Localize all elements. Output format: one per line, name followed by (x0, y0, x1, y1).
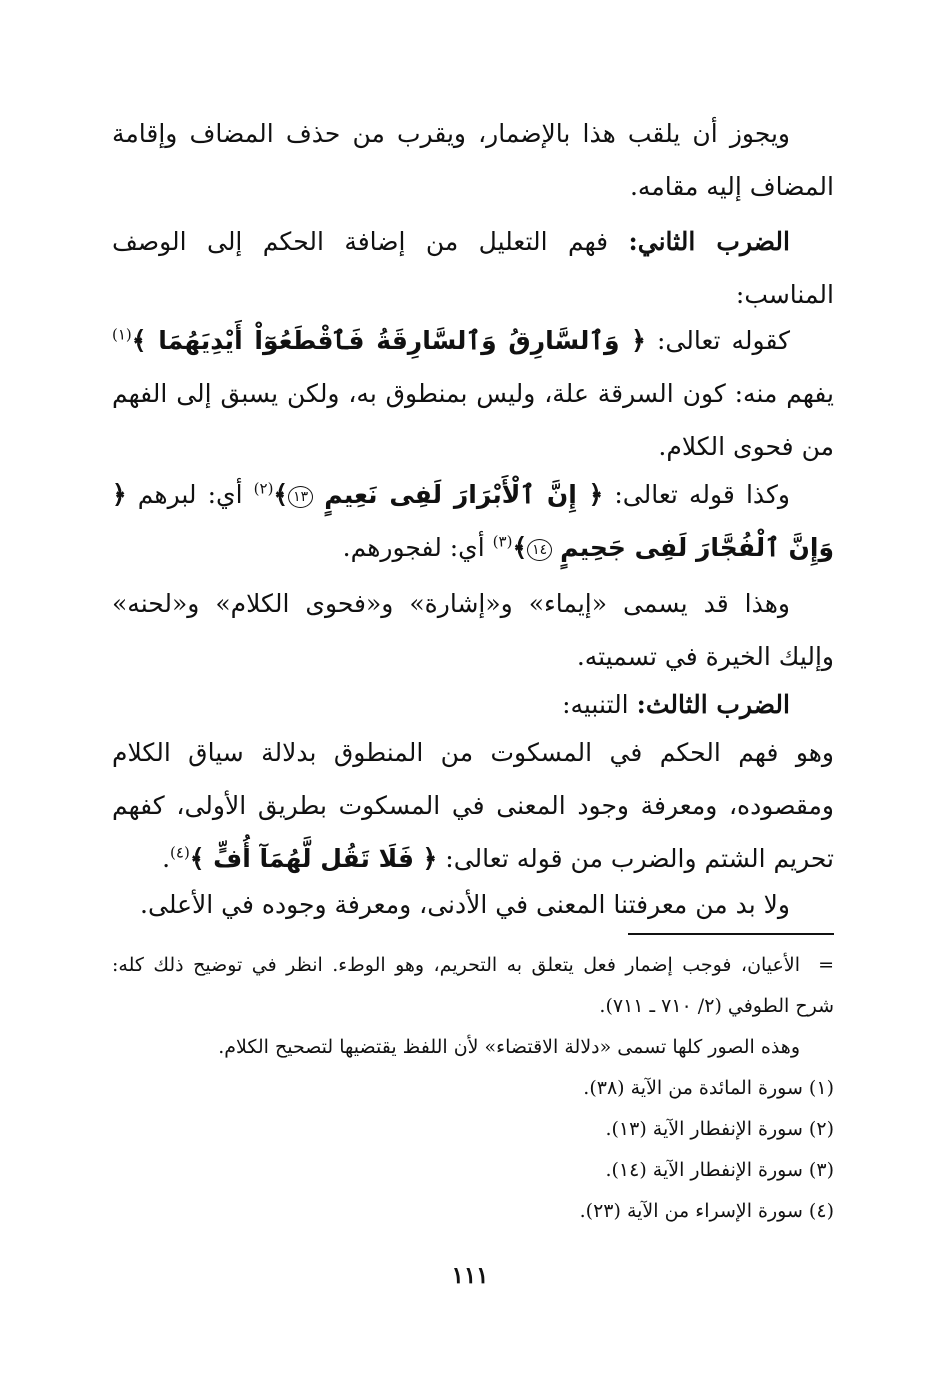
footnote-text: الأعيان، فوجب إضمار فعل يتعلق به التحريم، وهو الوطء. انظر في توضيح ذلك كله: شرح الطوفي (٢/ ٧١٠ ـ ٧١١). (112, 954, 834, 1017)
paragraph-text: فهم التعليل من إضافة الحكم إلى الوصف المناسب: (112, 227, 834, 309)
section-heading: الضرب الثالث: (636, 690, 790, 719)
paragraph-text: ويجوز أن يلقب هذا بالإضمار، ويقرب من حذف المضاف وإقامة المضاف إليه مقامه. (112, 119, 834, 201)
paragraph-text: وهذا قد يسمى «إيماء» و«إشارة» و«فحوى الكلام» و«لحنه» وإليك الخيرة في تسميته. (112, 589, 834, 671)
quran-verse: ﴿ فَلَا تَقُل لَّهُمَآ أُفٍّ ﴾ (189, 844, 438, 873)
paragraph-text: أي: لبرهم (137, 480, 243, 509)
paragraph-ellipsis (112, 107, 834, 213)
continuation-mark: = (818, 954, 834, 976)
paragraph-text: وهو فهم الحكم في المسكوت من المنطوق بدلالة سياق الكلام ومقصوده، ومعرفة وجود المعنى في المسكوت بطريق الأولى، كفهم تحريم الشتم والضرب من قوله تعالى: (112, 738, 834, 873)
paragraph-lower-higher (112, 878, 834, 931)
quran-verse: ﴿ إِنَّ ٱلْأَبْرَارَ لَفِى نَعِيمٍ (324, 480, 604, 509)
footnote-reference: (٣) (492, 532, 513, 551)
footnote-separator (628, 933, 834, 935)
paragraph-naming (112, 577, 834, 683)
section-heading: الضرب الثاني: (628, 227, 790, 256)
footnote-continuation (112, 1027, 834, 1068)
footnote-item: (٣) سورة الإنفطار الآية (١٤). (605, 1159, 834, 1181)
footnote-item: (٤) سورة الإسراء من الآية (٢٣). (579, 1200, 834, 1222)
quran-verse: ﴿ وَٱلسَّارِقُ وَٱلسَّارِقَةُ فَٱقْطَعُوٓاْ أَيْدِيَهُمَا ﴾ (131, 326, 646, 355)
quran-verse: ﴿ وَإِنَّ ٱلْفُجَّارَ لَفِى جَحِيمٍ (112, 480, 834, 562)
quran-bracket: ﴾ (273, 480, 289, 509)
footnote-item: (١) سورة المائدة من الآية (٣٨). (583, 1077, 834, 1099)
footnote-item: (٢) سورة الإنفطار الآية (١٣). (605, 1118, 834, 1140)
footnote-reference: (٢) (253, 479, 274, 498)
footnote-continuation (112, 945, 834, 1027)
ayah-number-marker: ١٣ (288, 486, 313, 508)
paragraph-text: التنبيه: (562, 690, 629, 719)
ayah-number-marker: ١٤ (527, 539, 552, 561)
footnote-reference: (٤) (170, 843, 190, 862)
paragraph-text: . (162, 844, 171, 873)
paragraph-text: يفهم منه: كون السرقة علة، وليس بمنطوق به، ولكن يسبق إلى الفهم من فحوى الكلام. (112, 379, 834, 461)
quran-bracket: ﴾ (512, 533, 528, 562)
paragraph-third-type (112, 678, 834, 731)
paragraph-abrar-verse (112, 468, 834, 574)
paragraph-theft-verse (112, 314, 834, 473)
paragraph-text: ولا بد من معرفتنا المعنى في الأدنى، ومعرفة وجوده في الأعلى. (140, 890, 790, 919)
paragraph-second-type (112, 215, 834, 321)
footnote-reference: (١) (112, 325, 132, 344)
paragraph-text: أي: لفجورهم. (342, 533, 485, 562)
paragraph-text: كقوله تعالى: (656, 326, 790, 355)
page-number: ١١١ (451, 1262, 489, 1289)
footnote-text: وهذه الصور كلها تسمى «دلالة الاقتضاء» لأن اللفظ يقتضيها لتصحيح الكلام. (218, 1036, 800, 1058)
paragraph-tanbih (112, 726, 834, 885)
paragraph-text: وكذا قوله تعالى: (614, 480, 790, 509)
footnotes (112, 945, 834, 1232)
